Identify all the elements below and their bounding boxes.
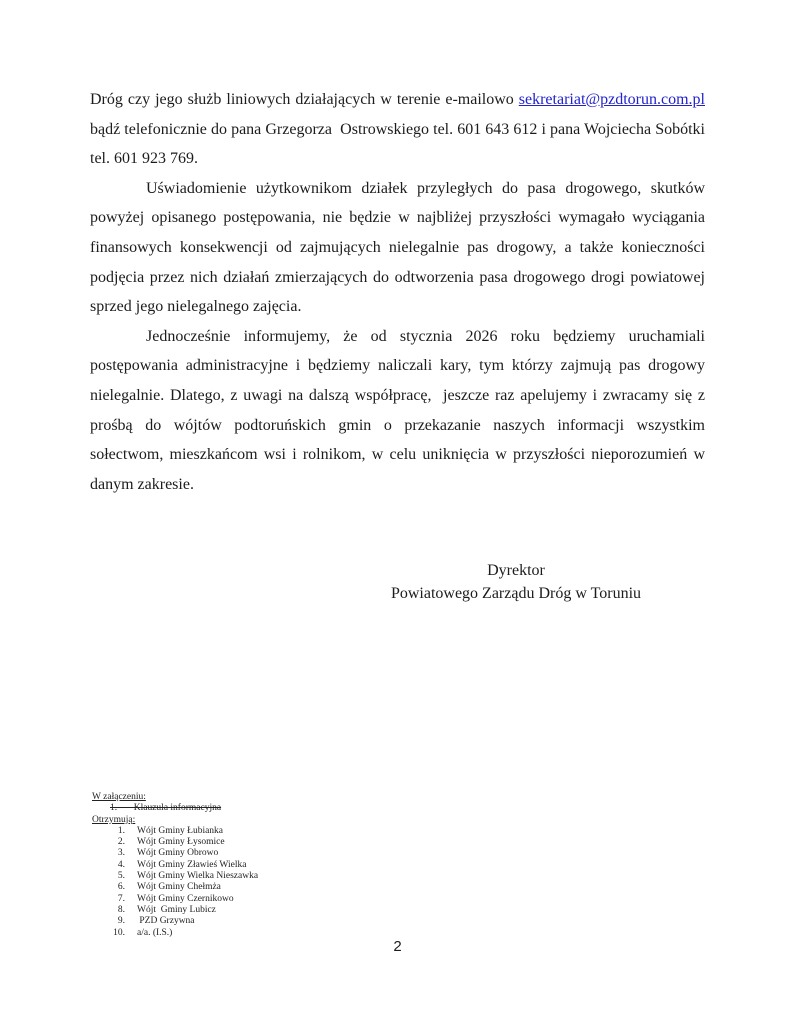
paragraph-contact-post: bądź telefonicznie do pana Grzegorza Ostrowskiego tel. 601 643 612 i pana Wojciecha Sobótki tel. 601 923 769.	[90, 120, 705, 168]
recipient-row	[110, 837, 392, 848]
paragraph-notice: Jednocześnie informujemy, że od stycznia 2026 roku będziemy uruchamiali postępowania administracyjne i będziemy naliczali kary, tym którzy zajmują pas drogowy nielegalnie. Dlatego, z uwagi na dalszą współpracę, jeszcze raz apelujemy i zwracamy się z prośbą do wójtów podtoruńskich gmin o przekazanie naszych informacji wszystkim sołectwom, mieszkańcom wsi i rolnikom, w celu uniknięcia w przyszłości nieporozumień w danym zakresie.	[90, 327, 705, 493]
recipient-row	[110, 916, 392, 927]
recipient-label: Wójt Gminy Chełmża	[137, 882, 221, 893]
recipient-label: Wójt Gminy Łubianka	[137, 825, 224, 836]
recipient-label: Wójt Gminy Zławieś Wielka	[137, 859, 247, 870]
attachments-heading: W załączeniu:	[92, 792, 146, 802]
recipient-row	[110, 860, 392, 871]
recipient-number: 6.	[117, 882, 125, 893]
recipient-row	[110, 871, 392, 882]
signature-title: Dyrektor	[487, 562, 545, 579]
recipient-number: 7.	[117, 893, 125, 904]
paragraph-contact	[90, 85, 705, 174]
recipient-number: 4.	[117, 859, 125, 870]
recipient-label: PZD Grzywna	[137, 916, 195, 927]
recipient-number: 1.	[117, 825, 125, 836]
recipient-number: 10.	[113, 927, 125, 938]
recipient-label: Wójt Gminy Wielka Nieszawka	[137, 871, 259, 882]
recipient-row	[110, 894, 392, 905]
letter-body	[90, 85, 705, 499]
recipient-number: 2.	[117, 837, 125, 848]
recipient-row	[110, 848, 392, 859]
page-number: 2	[393, 938, 402, 955]
footer-lists	[92, 792, 392, 939]
recipient-label: Wójt Gminy Czernikowo	[137, 893, 234, 904]
recipient-row	[110, 882, 392, 893]
signature-block	[329, 560, 703, 605]
recipient-label: Wójt Gminy Lubicz	[137, 904, 216, 915]
recipient-label: Wójt Gminy Obrowo	[137, 848, 219, 859]
paragraph-awareness: Uświadomienie użytkownikom działek przyległych do pasa drogowego, skutków powyżej opisanego postępowania, nie będzie w najbliżej przyszłości wymagało wyciągania finansowych konsekwencji od zajmujących nielegalnie pas drogowy, a także konieczności podjęcia przez nich działań zmierzających do odtworzenia pasa drogowego drogi powiatowej sprzed jego nielegalnego zajęcia.	[90, 179, 705, 316]
attachment-struck-text: 1. Klauzula informacyjna	[110, 803, 222, 814]
recipient-number: 3.	[117, 848, 125, 859]
recipient-row	[110, 826, 392, 837]
attachment-item-struck	[110, 803, 392, 814]
paragraph-contact-pre: Dróg czy jego służb liniowych działających w terenie e-mailowo	[90, 91, 519, 108]
recipient-number: 5.	[117, 871, 125, 882]
recipient-label: Wójt Gminy Łysomice	[137, 837, 225, 848]
recipient-label: a/a. (I.S.)	[137, 927, 173, 938]
recipient-number: 9.	[117, 916, 125, 927]
recipients-heading: Otrzymują:	[92, 814, 136, 825]
recipient-row	[110, 905, 392, 916]
email-link[interactable]: sekretariat@pzdtorun.com.pl	[518, 91, 705, 108]
recipient-number: 8.	[117, 904, 125, 915]
signature-organization: Powiatowego Zarządu Dróg w Toruniu	[390, 584, 642, 602]
